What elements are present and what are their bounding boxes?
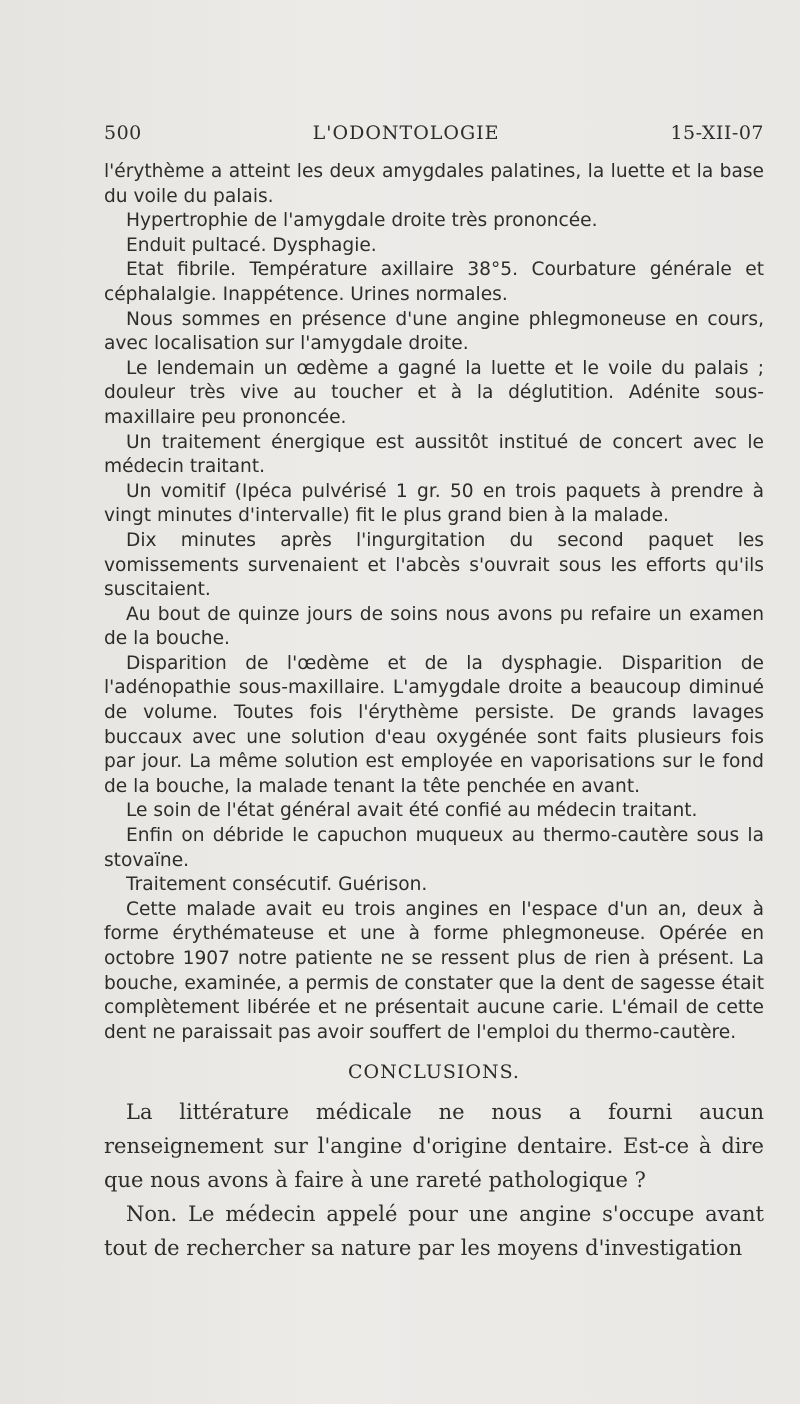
paragraph: Traitement consécutif. Guérison. [126, 874, 428, 896]
paragraph: Un traitement énergique est aussitôt institué de concert avec le médecin traitant. [104, 431, 764, 478]
body-text [104, 160, 764, 1045]
page-content [104, 122, 764, 1265]
paragraph: Nous sommes en présence d'une angine phlegmoneuse en cours, avec localisation sur l'amygdale droite. [104, 308, 764, 355]
page-number: 500 [104, 122, 142, 144]
paragraph: Le lendemain un œdème a gagné la luette et le voile du palais ; douleur très vive au toucher et à la déglutition. Adénite sous-maxillaire peu prononcée. [104, 357, 764, 428]
journal-title: L'ODONTOLOGIE [312, 122, 500, 144]
issue-date: 15-XII-07 [670, 122, 764, 144]
paragraph: La littérature médicale ne nous a fourni aucun renseignement sur l'angine d'origine dentaire. Est-ce à dire que nous avons à faire à une rareté pathologique ? [104, 1100, 764, 1193]
paragraph: Cette malade avait eu trois angines en l'espace d'un an, deux à forme érythémateuse et une à forme phlegmoneuse. Opérée en octobre 1907 notre patiente ne se ressent plus de rien à présent. La bouche, examinée, a permis de constater que la dent de sagesse était complètement libérée et ne présentait aucune carie. L'émail de cette dent ne paraissait pas avoir souffert de l'emploi du thermo-cautère. [104, 898, 764, 1043]
paragraph: Enfin on débride le capuchon muqueux au thermo-cautère sous la stovaïne. [104, 825, 764, 871]
paragraph: Le soin de l'état général avait été confié au médecin traitant. [126, 800, 698, 822]
paragraph: Dix minutes après l'ingurgitation du second paquet les vomissements survenaient et l'abcès s'ouvrait sous les efforts qu'ils suscitaient. [104, 529, 764, 601]
paragraph: Au bout de quinze jours de soins nous avons pu refaire un examen de la bouche. [104, 603, 764, 650]
paragraph: Disparition de l'œdème et de la dysphagie. Disparition de l'adénopathie sous-maxillaire. L'amygdale droite a beaucoup diminué de volume. Toutes fois l'érythème persiste. De grands lavages buccaux avec une solution d'eau oxygénée sont faits plusieurs fois par jour. La même solution est employée en vaporisations sur le fond de la bouche, la malade tenant la tête penchée en avant. [104, 652, 764, 797]
running-head [104, 122, 764, 156]
conclusions-text [104, 1095, 764, 1265]
paragraph: Hypertrophie de l'amygdale droite très prononcée. [126, 210, 598, 232]
paragraph: l'érythème a atteint les deux amygdales palatines, la luette et la base du voile du palais. [104, 161, 764, 207]
paragraph: Etat fibrile. Température axillaire 38°5. Courbature générale et céphalalgie. Inappétence. Urines normales. [104, 259, 764, 305]
section-heading: CONCLUSIONS. [348, 1061, 520, 1084]
paragraph: Un vomitif (Ipéca pulvérisé 1 gr. 50 en trois paquets à prendre à vingt minutes d'intervalle) fit le plus grand bien à la malade. [104, 480, 764, 527]
paragraph: Non. Le médecin appelé pour une angine s'occupe avant tout de rechercher sa nature par les moyens d'investigation [104, 1202, 764, 1261]
paragraph: Enduit pultacé. Dysphagie. [126, 234, 377, 256]
